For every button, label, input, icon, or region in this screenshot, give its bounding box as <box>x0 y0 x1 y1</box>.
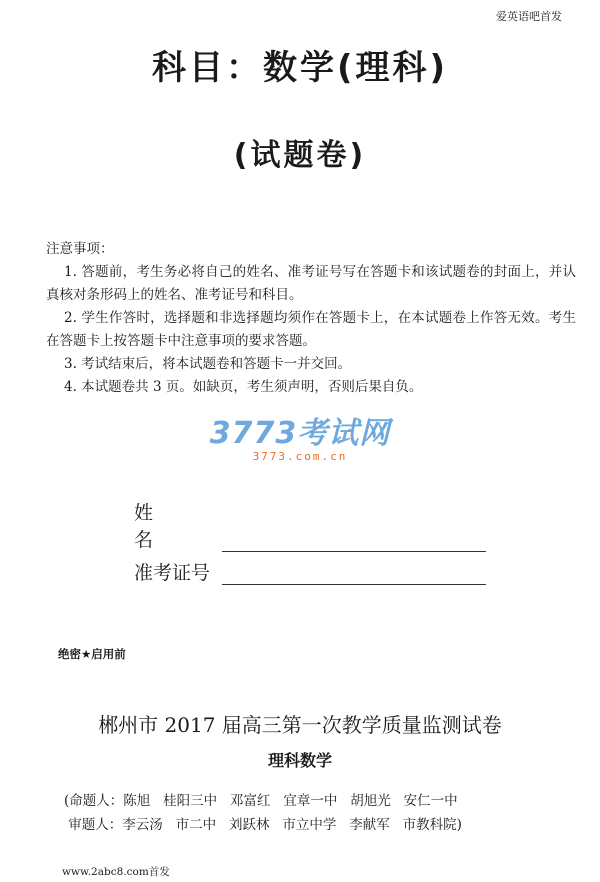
name-label: 姓名 <box>134 502 184 551</box>
paper-type-title: (试题卷) <box>233 138 367 173</box>
notes-section <box>46 238 576 399</box>
notes-item: 4. 本试题卷共 3 页。如缺页，考生须声明，否则后果自负。 <box>64 379 423 395</box>
name-blank-line <box>222 529 486 552</box>
notes-item: 2. 学生作答时，选择题和非选择题均须作在答题卡上，在本试题卷上作答无效。考生在答题卡上按答题卡中注意事项的要求答题。 <box>46 310 576 349</box>
footer-note: www.2abc8.com首发 <box>62 866 170 878</box>
id-blank-line <box>222 562 486 585</box>
watermark-url: 3773.com.cn <box>252 450 348 463</box>
name-field <box>134 498 486 552</box>
id-field <box>134 558 486 585</box>
subject-title: 科目：数学(理科) <box>151 48 449 88</box>
notes-item: 1. 答题前，考生务必将自己的姓名、准考证号写在答题卡和该试题卷的封面上，并认真核对条形码上的姓名、准考证号和科目。 <box>46 264 576 303</box>
secret-label: 绝密★启用前 <box>58 647 126 661</box>
id-label: 准考证号 <box>134 562 211 584</box>
exam-title: 郴州市 2017 届高三第一次教学质量监测试卷 <box>98 713 502 737</box>
notes-heading: 注意事项： <box>46 241 114 257</box>
top-note: 爱英语吧首发 <box>496 10 562 23</box>
setters-line: (命题人：陈旭 桂阳三中 邓富红 宜章一中 胡旭光 安仁一中 <box>64 793 458 809</box>
watermark <box>0 418 600 464</box>
watermark-logo: 3773考试网 <box>209 416 391 451</box>
reviewers-line: 审题人：李云汤 市二中 刘跃林 市立中学 李献军 市教科院) <box>64 817 462 833</box>
notes-item: 3. 考试结束后，将本试题卷和答题卡一并交回。 <box>64 356 352 372</box>
exam-subtitle: 理科数学 <box>267 751 332 770</box>
